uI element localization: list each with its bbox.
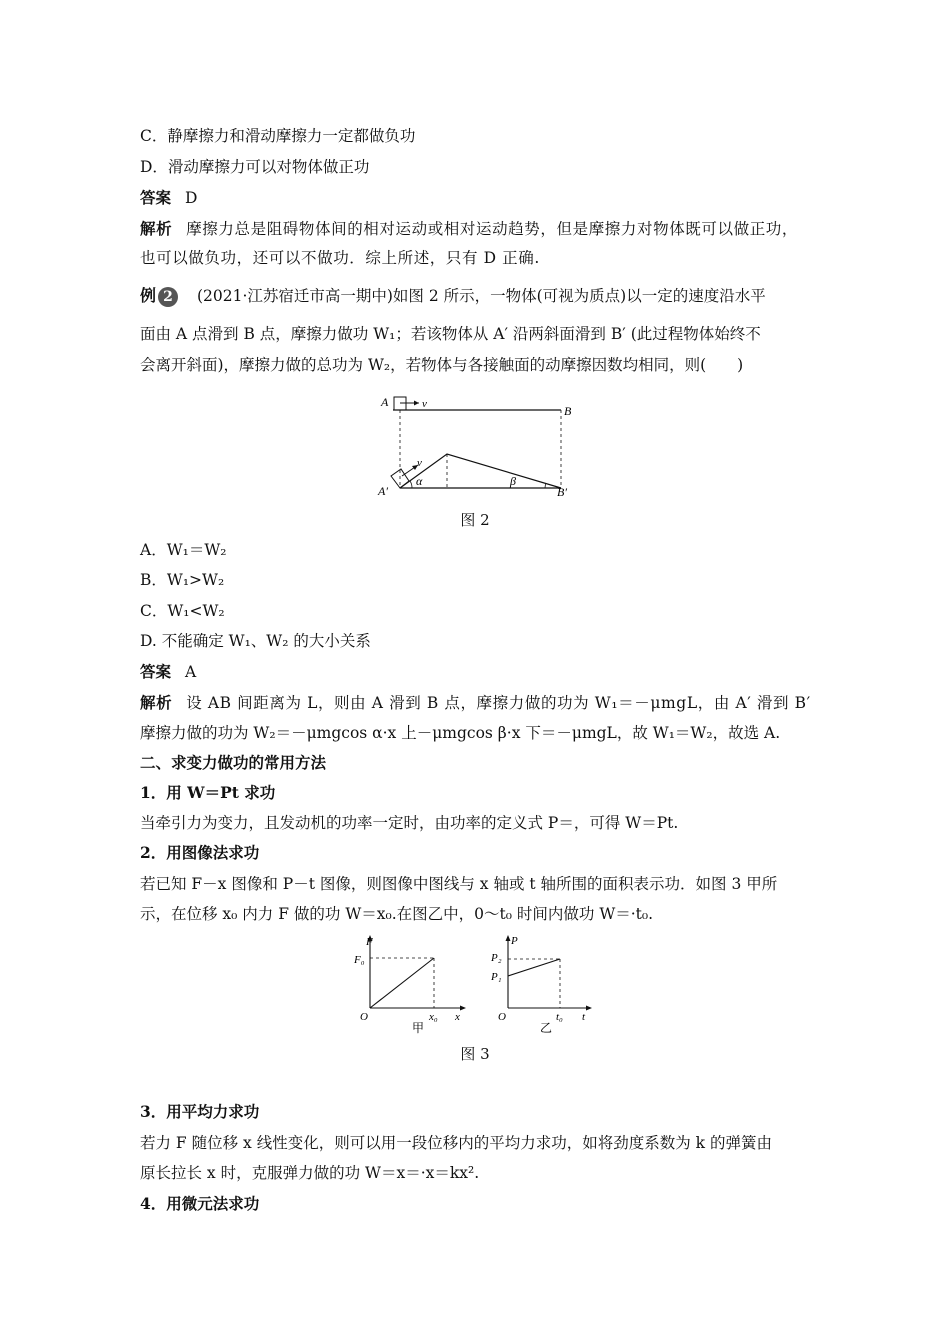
label-v-top: v xyxy=(422,398,427,410)
answer-label: 答案 xyxy=(140,662,172,681)
label-a: A xyxy=(381,395,389,409)
example-2-option-a: A．W₁＝W₂ xyxy=(140,541,227,559)
origin-label: O xyxy=(360,1011,368,1023)
section-heading: 二、求变力做功的常用方法 xyxy=(140,753,327,772)
method-3-title: 3．用平均力求功 xyxy=(140,1102,260,1121)
y-label: F xyxy=(366,936,373,948)
option-d: D．滑动摩擦力可以对物体做正功 xyxy=(140,158,370,176)
answer-value: A xyxy=(185,663,197,681)
example-2-option-b: B．W₁>W₂ xyxy=(140,571,225,589)
example-2-option-c: C．W₁<W₂ xyxy=(140,602,225,620)
y-axis-arrow xyxy=(506,935,511,941)
explanation-line-2: 也可以做负功，还可以不做功．综上所述，只有 D 正确. xyxy=(140,249,540,267)
label-b-prime: B′ xyxy=(557,485,567,499)
example-number-badge: 2 xyxy=(158,287,178,307)
method-2-text-2: 示，在位移 x₀ 内力 F 做的功 W＝x₀.在图乙中，0～t₀ 时间内做功 W＝·t₀. xyxy=(140,905,654,923)
label-v-slope: v xyxy=(417,457,422,469)
example-2-explanation-line-1 xyxy=(140,693,811,713)
example-2-option-d: D. 不能确定 W₁、W₂ 的大小关系 xyxy=(140,632,371,650)
arrowhead-top xyxy=(414,401,419,406)
example-2-answer-line xyxy=(140,662,196,682)
y-label: P xyxy=(511,935,518,947)
method-3-text-1: 若力 F 随位移 x 线性变化，则可以用一段位移内的平均力求功，如将劲度系数为 k 的弹簧由 xyxy=(140,1134,772,1152)
figure-3-caption: 图 3 xyxy=(460,1045,490,1063)
label-alpha: α xyxy=(416,474,423,488)
explanation-label: 解析 xyxy=(140,693,173,712)
label-a-prime: A′ xyxy=(378,484,388,498)
answer-value: D xyxy=(185,189,198,207)
question-text: (2021·江苏宿迁市高一期中)如图 2 所示，一物体(可视为质点)以一定的速度沿水平 xyxy=(196,287,766,305)
example-2-question-line-1 xyxy=(140,286,766,307)
explanation-line-1 xyxy=(140,219,798,239)
y-mark-low: P₁ xyxy=(491,971,502,983)
explanation-text: 设 AB 间距离为 L，则由 A 滑到 B 点，摩擦力做的功为 W₁＝－μmgL，由 A′ 滑到 B′ xyxy=(186,694,811,712)
label-beta: β xyxy=(510,474,516,488)
two-slopes xyxy=(400,454,561,488)
example-label: 例 xyxy=(140,286,157,305)
alpha-arc xyxy=(410,481,412,488)
example-2-question-line-3: 会离开斜面)，摩擦力做的总功为 W₂，若物体与各接触面的动摩擦因数均相同，则( ) xyxy=(140,356,744,374)
x-mark: t₀ xyxy=(556,1011,563,1023)
method-2-text-1: 若已知 F－x 图像和 P－t 图像，则图像中图线与 x 轴或 t 轴所围的面积表示功．如图 3 甲所 xyxy=(140,875,778,893)
graph-name: 甲 xyxy=(412,1021,425,1034)
x-axis-arrow xyxy=(586,1006,592,1011)
method-1-text: 当牵引力为变力，且发动机的功率一定时，由功率的定义式 P＝，可得 W＝Pt. xyxy=(140,814,679,832)
example-2-question-line-2: 面由 A 点滑到 B 点，摩擦力做功 W₁；若该物体从 A′ 沿两斜面滑到 B′ (此过程物体始终不 xyxy=(140,325,761,343)
figure-2-caption: 图 2 xyxy=(460,511,490,529)
method-4-title: 4．用微元法求功 xyxy=(140,1194,260,1213)
figure-2-diagram xyxy=(375,388,575,500)
method-2-title: 2．用图像法求功 xyxy=(140,843,260,862)
graph-line xyxy=(370,958,434,1008)
x-label: t xyxy=(582,1011,586,1023)
graph-line xyxy=(508,959,560,976)
origin-label: O xyxy=(498,1011,506,1023)
option-c: C．静摩擦力和滑动摩擦力一定都做负功 xyxy=(140,127,416,145)
x-axis-arrow xyxy=(460,1006,466,1011)
explanation-text: 摩擦力总是阻碍物体间的相对运动或相对运动趋势，但是摩擦力对物体既可以做正功， xyxy=(186,220,799,238)
label-b: B xyxy=(564,404,572,418)
answer-line xyxy=(140,188,197,208)
answer-label: 答案 xyxy=(140,188,172,207)
method-3-text-2: 原长拉长 x 时，克服弹力做的功 W＝x＝·x＝kx². xyxy=(140,1164,480,1182)
explanation-label: 解析 xyxy=(140,219,173,238)
y-mark: F₀ xyxy=(354,954,365,966)
method-1-title: 1．用 W＝Pt 求功 xyxy=(140,783,276,802)
x-mark: x₀ xyxy=(429,1011,438,1023)
x-label: x xyxy=(455,1011,460,1023)
example-2-explanation-line-2: 摩擦力做的功为 W₂＝－μmgcos α·x 上－μmgcos β·x 下＝－μmgL，故 W₁＝W₂，故选 A. xyxy=(140,724,781,742)
y-mark-top: P₂ xyxy=(491,952,502,964)
graph-name: 乙 xyxy=(540,1021,553,1034)
figure-3-graph-jia xyxy=(352,930,472,1034)
figure-3-graph-yi xyxy=(490,930,600,1034)
